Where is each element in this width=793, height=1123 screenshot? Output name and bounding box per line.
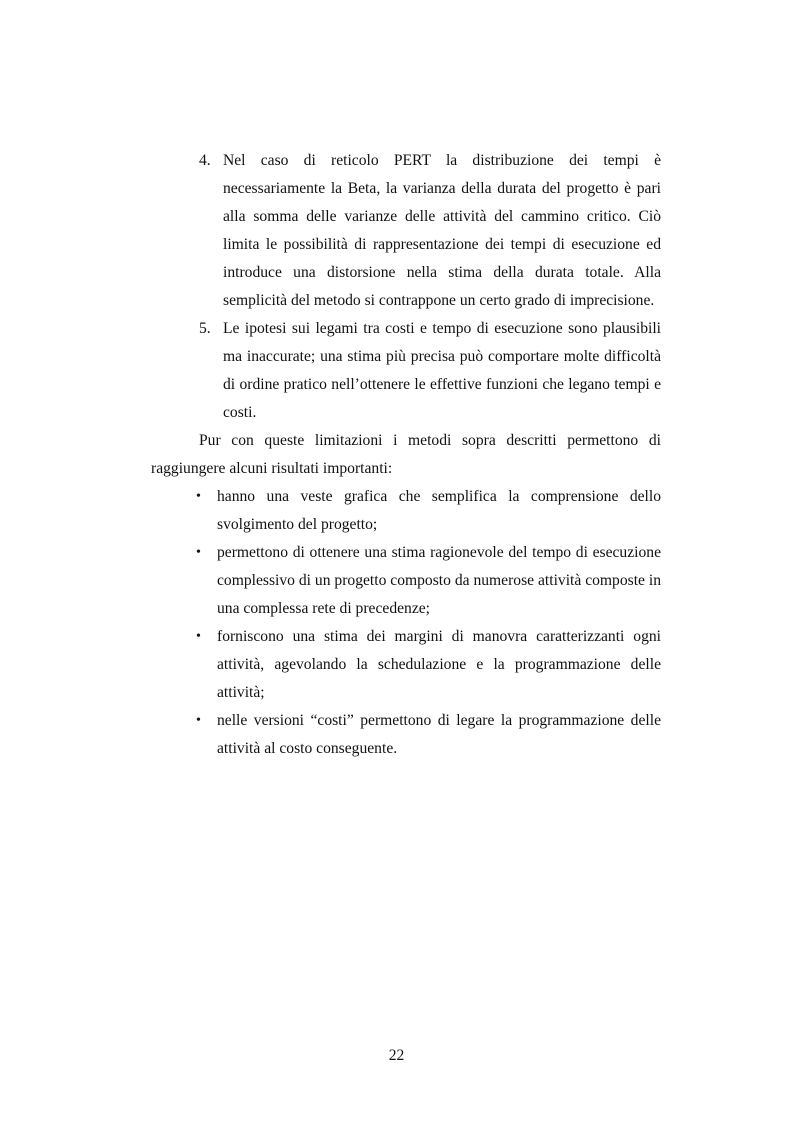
bullet-item	[151, 483, 661, 539]
bullet-text: nelle versioni “costi” permettono di legare la programmazione delle attività al costo conseguente.	[217, 712, 661, 757]
numbered-item-4	[151, 147, 661, 315]
numbered-item-marker: 5.	[199, 320, 211, 337]
body-text	[151, 147, 661, 763]
numbered-item-text: Le ipotesi sui legami tra costi e tempo di esecuzione sono plausibili ma inaccurate; una stima più precisa può comportare molte difficoltà di ordine pratico nell’ottenere le effettive funzioni che legano tempi e costi.	[223, 320, 661, 421]
numbered-item-5	[151, 315, 661, 427]
bullet-text: permettono di ottenere una stima ragionevole del tempo di esecuzione complessivo di un progetto composto da numerose attività composte in una complessa rete di precedenze;	[217, 544, 661, 617]
bullet-item	[151, 623, 661, 707]
bullet-text: forniscono una stima dei margini di manovra caratterizzanti ogni attività, agevolando la schedulazione e la programmazione delle attività;	[217, 628, 661, 701]
numbered-item-marker: 4.	[199, 152, 211, 169]
bullet-icon: •	[196, 545, 201, 560]
body-paragraph: Pur con queste limitazioni i metodi sopra descritti permettono di raggiungere alcuni risultati importanti:	[151, 432, 661, 477]
bullet-icon: •	[196, 489, 201, 504]
bullet-text: hanno una veste grafica che semplifica la comprensione dello svolgimento del progetto;	[217, 488, 661, 533]
bullet-icon: •	[196, 629, 201, 644]
page-number: 22	[388, 1047, 405, 1064]
numbered-item-text: Nel caso di reticolo PERT la distribuzione dei tempi è necessariamente la Beta, la varianza della durata del progetto è pari alla somma delle varianze delle attività del cammino critico. Ciò limita le possibilità di rappresentazione dei tempi di esecuzione ed introduce una distorsione nella stima della durata totale. Alla semplicità del metodo si contrappone un certo grado di imprecisione.	[223, 152, 661, 309]
bullet-item	[151, 539, 661, 623]
bullet-icon: •	[196, 713, 201, 728]
bullet-list	[151, 483, 661, 763]
bullet-item	[151, 707, 661, 763]
